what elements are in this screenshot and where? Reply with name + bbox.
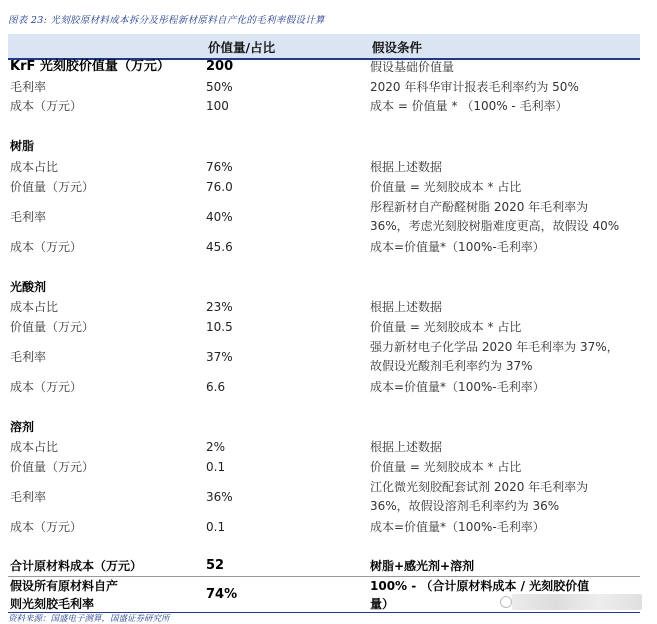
row-assumption: 故假设光酸剂毛利率约为 37% xyxy=(370,359,533,373)
row-label: 成本占比 xyxy=(10,160,59,174)
row-assumption: 成本=价值量*（100%-毛利率） xyxy=(370,380,545,394)
row-label: 成本（万元） xyxy=(10,520,83,534)
table-row xyxy=(8,478,640,516)
table-row xyxy=(8,458,640,476)
row-value: 100 xyxy=(206,99,229,113)
row-assumption: 根据上述数据 xyxy=(370,300,443,314)
figure-caption: 图表 23: 光刻胶原材料成本拆分及彤程新材原料自产化的毛利率假设计算 xyxy=(8,15,325,26)
row-value: 0.1 xyxy=(206,460,226,474)
table-row xyxy=(8,438,640,456)
row-assumption: 成本=价值量*（100%-毛利率） xyxy=(370,240,545,254)
row-assumption: 36%，故假设溶剂毛利率约为 36% xyxy=(370,499,560,513)
row-assumption: 假设基础价值量 xyxy=(370,60,455,74)
row-label: 成本（万元） xyxy=(10,99,83,113)
row-label: 成本（万元） xyxy=(10,380,83,394)
row-value: 2% xyxy=(206,440,226,454)
row-label: 价值量（万元） xyxy=(10,460,95,474)
section-title: 树脂 xyxy=(10,139,35,153)
row-value: 6.6 xyxy=(206,380,226,394)
row-assumption: 100% - （合计原材料成本 / 光刻胶价值 xyxy=(370,579,590,593)
header-value: 价值量/占比 xyxy=(208,40,276,55)
row-assumption: 树脂+感光剂+溶剂 xyxy=(370,559,475,573)
row-value: 52 xyxy=(206,558,225,573)
table-row xyxy=(8,378,640,396)
row-value: 50% xyxy=(206,80,233,94)
row-assumption: 成本=价值量*（100%-毛利率） xyxy=(370,520,545,534)
row-assumption: 2020 年科华审计报表毛利率约为 50% xyxy=(370,80,579,94)
row-label: 则光刻胶毛利率 xyxy=(10,597,95,611)
row-label: 毛利率 xyxy=(10,490,47,504)
table-row xyxy=(8,97,640,115)
watermark-icon xyxy=(500,596,512,608)
table-row xyxy=(8,78,640,96)
row-value: 76% xyxy=(206,160,233,174)
table-row xyxy=(8,58,640,76)
row-label: 假设所有原材料自产 xyxy=(10,579,119,593)
row-value: 74% xyxy=(206,587,238,602)
row-label: KrF 光刻胶价值量（万元） xyxy=(10,59,170,74)
row-assumption: 根据上述数据 xyxy=(370,160,443,174)
row-label: 价值量（万元） xyxy=(10,320,95,334)
row-assumption: 江化微光刻胶配套试剂 2020 年毛利率为 xyxy=(370,480,589,494)
section-title: 溶剂 xyxy=(10,420,35,434)
row-assumption: 强力新材电子化学品 2020 年毛利率为 37%， xyxy=(370,340,619,354)
table-row xyxy=(8,158,640,176)
row-value: 40% xyxy=(206,210,233,224)
watermark-blur xyxy=(512,594,642,610)
row-assumption: 彤程新材自产酚醛树脂 2020 年毛利率为 xyxy=(370,200,589,214)
row-value: 76.0 xyxy=(206,180,233,194)
table-header xyxy=(8,34,640,58)
row-label: 成本占比 xyxy=(10,440,59,454)
row-label: 成本（万元） xyxy=(10,240,83,254)
row-value: 0.1 xyxy=(206,520,226,534)
table-row xyxy=(8,518,640,536)
row-label: 合计原材料成本（万元） xyxy=(10,559,143,573)
row-value: 45.6 xyxy=(206,240,233,254)
row-label: 价值量（万元） xyxy=(10,180,95,194)
row-assumption: 量） xyxy=(370,597,395,611)
row-value: 23% xyxy=(206,300,233,314)
source-note: 资料来源：国盛电子测算，国盛证券研究所 xyxy=(8,614,170,624)
table-row xyxy=(8,338,640,376)
row-assumption: 价值量 = 光刻胶成本 * 占比 xyxy=(370,320,522,334)
table-row xyxy=(8,178,640,196)
row-assumption: 价值量 = 光刻胶成本 * 占比 xyxy=(370,180,522,194)
row-label: 毛利率 xyxy=(10,350,47,364)
row-assumption: 成本 = 价值量 * （100% - 毛利率） xyxy=(370,99,568,113)
row-assumption: 36%，考虑光刻胶树脂难度更高，故假设 40% xyxy=(370,219,620,233)
section-title: 光酸剂 xyxy=(10,280,47,294)
row-value: 37% xyxy=(206,350,233,364)
table-row-total xyxy=(8,557,640,575)
table-row xyxy=(8,318,640,336)
row-assumption: 根据上述数据 xyxy=(370,440,443,454)
row-value: 36% xyxy=(206,490,233,504)
row-label: 毛利率 xyxy=(10,80,47,94)
table-row xyxy=(8,238,640,256)
row-value: 10.5 xyxy=(206,320,233,334)
table-row xyxy=(8,298,640,316)
header-assumption: 假设条件 xyxy=(372,40,423,55)
row-label: 毛利率 xyxy=(10,210,47,224)
row-value: 200 xyxy=(206,59,234,74)
row-label: 成本占比 xyxy=(10,300,59,314)
row-assumption: 价值量 = 光刻胶成本 * 占比 xyxy=(370,460,522,474)
table-row xyxy=(8,198,640,236)
